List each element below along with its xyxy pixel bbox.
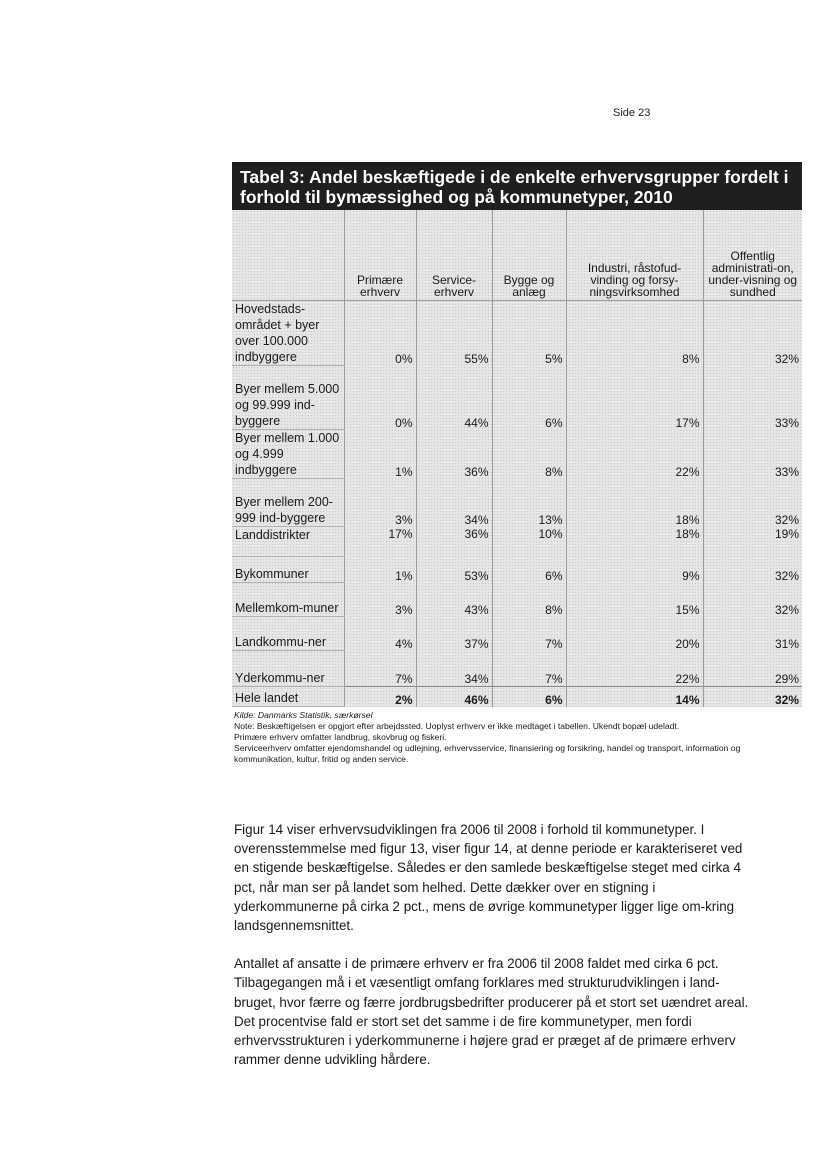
column-header-empty: [232, 210, 344, 301]
table-total-row: [232, 687, 802, 707]
column-header: Industri, råstofud-vinding og forsy-ningsvirksomhed: [566, 210, 703, 301]
table-cell: 10%: [492, 527, 566, 557]
note-line: Primære erhverv omfatter landbrug, skovbrug og fiskeri.: [234, 732, 447, 742]
table-cell: 32%: [703, 687, 802, 707]
table-row: [232, 527, 802, 557]
table-cell: 18%: [566, 479, 703, 527]
table-cell: 7%: [492, 617, 566, 651]
table-cell: 34%: [416, 651, 492, 687]
table-row: [232, 557, 802, 583]
table-cell: 6%: [492, 557, 566, 583]
table-cell: 33%: [703, 366, 802, 430]
row-label: Yderkommu-ner: [232, 651, 344, 687]
table-cell: 33%: [703, 430, 802, 479]
table-cell: 8%: [566, 301, 703, 366]
row-label: Byer mellem 1.000 og 4.999 indbyggere: [232, 430, 344, 479]
body-text: [234, 820, 754, 1088]
table-cell: 17%: [344, 527, 416, 557]
table-cell: 9%: [566, 557, 703, 583]
table-cell: 22%: [566, 651, 703, 687]
table-cell: 32%: [703, 583, 802, 617]
page-number: Side 23: [613, 107, 651, 119]
table-cell: 14%: [566, 687, 703, 707]
table-cell: 7%: [344, 651, 416, 687]
table-cell: 0%: [344, 366, 416, 430]
table-cell: 20%: [566, 617, 703, 651]
table-cell: 18%: [566, 527, 703, 557]
table-cell: 4%: [344, 617, 416, 651]
table-title: Tabel 3: Andel beskæftigede i de enkelte erhvervsgrupper fordelt i forhold til bymæssighed og på kommunetyper, 2010: [232, 162, 802, 210]
row-label: Hovedstads-området + byer over 100.000 indbyggere: [232, 301, 344, 366]
table-row: [232, 430, 802, 479]
row-label: Landdistrikter: [232, 527, 344, 557]
table-cell: 36%: [416, 430, 492, 479]
row-label: Byer mellem 200-999 ind-byggere: [232, 479, 344, 527]
table-cell: 22%: [566, 430, 703, 479]
table-cell: 1%: [344, 430, 416, 479]
table-cell: 32%: [703, 301, 802, 366]
row-label: Landkommu-ner: [232, 617, 344, 651]
table-row: [232, 479, 802, 527]
column-header: Bygge og anlæg: [492, 210, 566, 301]
table-cell: 8%: [492, 583, 566, 617]
table-row: [232, 583, 802, 617]
table-cell: 5%: [492, 301, 566, 366]
table-row: [232, 366, 802, 430]
table-cell: 1%: [344, 557, 416, 583]
table-cell: 31%: [703, 617, 802, 651]
table-cell: 13%: [492, 479, 566, 527]
table-cell: 53%: [416, 557, 492, 583]
data-table: [232, 210, 802, 707]
source-note: Kilde: Danmarks Statistik, særkørsel: [234, 710, 373, 720]
table-cell: 7%: [492, 651, 566, 687]
table-cell: 6%: [492, 366, 566, 430]
table-cell: 8%: [492, 430, 566, 479]
table-cell: 3%: [344, 583, 416, 617]
note-line: Note: Beskæftigelsen er opgjort efter arbejdssted. Uoplyst erhverv er ikke medtaget i tabellen. Ukendt bopæl udeladt.: [234, 721, 680, 731]
table-cell: 36%: [416, 527, 492, 557]
table-row: [232, 617, 802, 651]
table-cell: 0%: [344, 301, 416, 366]
row-label: Byer mellem 5.000 og 99.999 ind-byggere: [232, 366, 344, 430]
table-cell: 3%: [344, 479, 416, 527]
column-header: Offentlig administrati-on, under-visning og sundhed: [703, 210, 802, 301]
table-cell: 15%: [566, 583, 703, 617]
table-cell: 32%: [703, 479, 802, 527]
table-cell: 44%: [416, 366, 492, 430]
table-cell: 43%: [416, 583, 492, 617]
column-header: Service-erhverv: [416, 210, 492, 301]
table-cell: 19%: [703, 527, 802, 557]
table-cell: 32%: [703, 557, 802, 583]
row-label: Hele landet: [232, 687, 344, 707]
paragraph: Antallet af ansatte i de primære erhverv er fra 2006 til 2008 faldet med cirka 6 pct. Tilbagegangen må i et væsentligt omfang forklares med strukturudviklingen i land-bruget, hvor færre og færre jordbrugsbedrifter producerer på et stort set uændret areal. Det procentvise fald er stort set det samme i de fire kommunetyper, men fordi erhvervsstrukturen i yderkommunerne i højere grad er præget af de primære erhverv rammer denne udvikling hårdere.: [234, 956, 749, 1068]
row-label: Bykommuner: [232, 557, 344, 583]
table-row: [232, 651, 802, 687]
note-line: Serviceerhverv omfatter ejendomshandel og udlejning, erhvervsservice, finansiering og forsikring, handel og transport, information og kommunikation, kultur, fritid og anden service.: [234, 743, 741, 764]
column-header: Primære erhverv: [344, 210, 416, 301]
table-header-row: [232, 210, 802, 301]
table-cell: 55%: [416, 301, 492, 366]
row-label: Mellemkom-muner: [232, 583, 344, 617]
table-cell: 37%: [416, 617, 492, 651]
table-cell: 46%: [416, 687, 492, 707]
table-notes: [234, 710, 794, 765]
table-cell: 17%: [566, 366, 703, 430]
employment-table: [232, 162, 802, 707]
table-cell: 34%: [416, 479, 492, 527]
paragraph: Figur 14 viser erhvervsudviklingen fra 2006 til 2008 i forhold til kommunetyper. I overensstemmelse med figur 13, viser figur 14, at denne periode er karakteriseret ved en stigende beskæftigelse. Således er den samlede beskæftigelse steget med cirka 4 pct, når man ser på landet som helhed. Dette dækker over en stigning i yderkommunerne på cirka 2 pct., mens de øvrige kommunetyper ligger lige om-kring landsgennemsnittet.: [234, 822, 743, 934]
table-row: [232, 301, 802, 366]
table-cell: 29%: [703, 651, 802, 687]
table-cell: 2%: [344, 687, 416, 707]
table-cell: 6%: [492, 687, 566, 707]
